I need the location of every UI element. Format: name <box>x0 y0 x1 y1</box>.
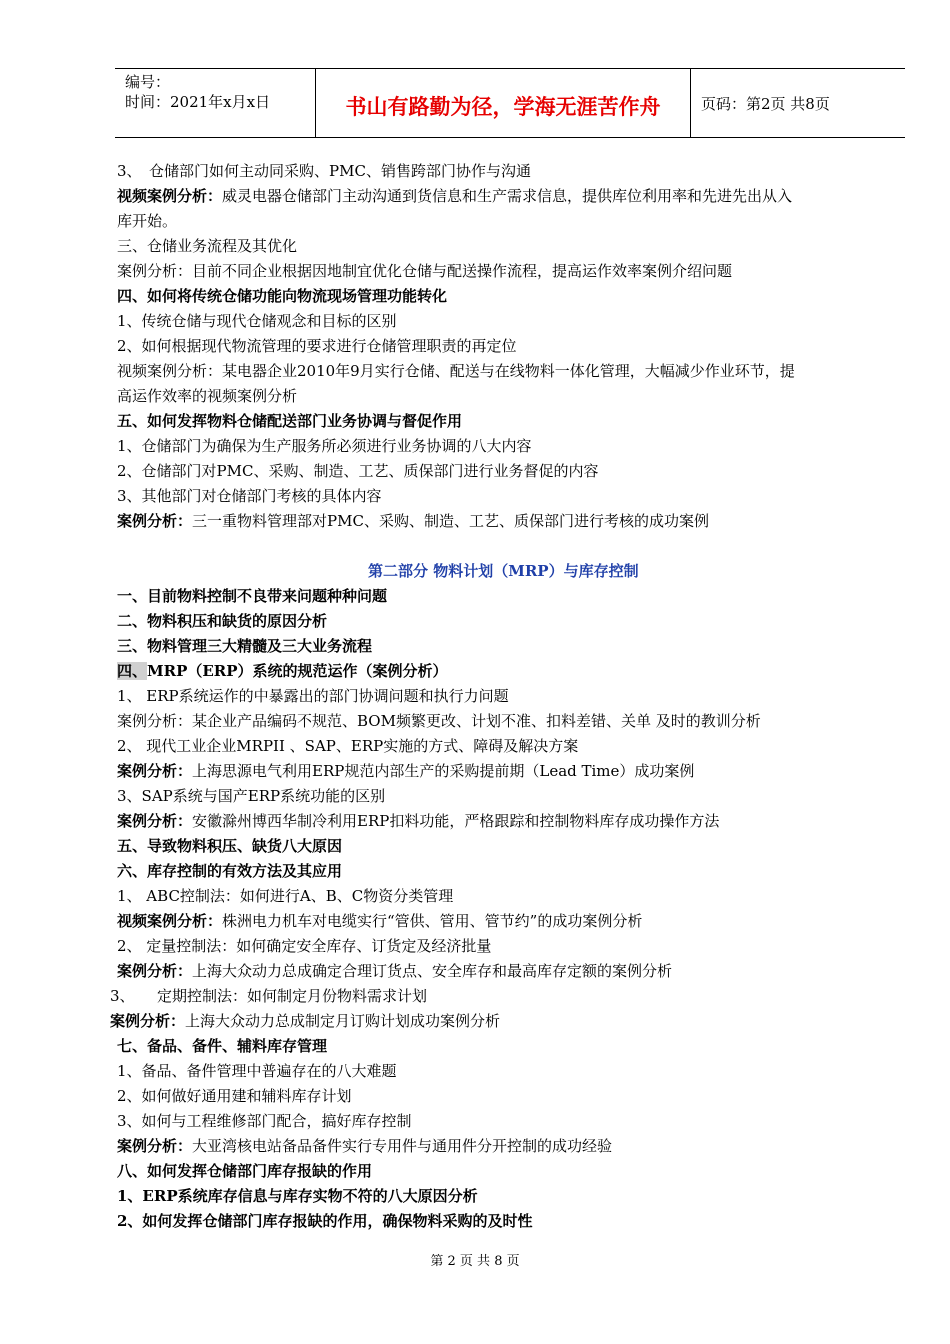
body-line <box>117 1137 612 1155</box>
section-heading: 一、目前物料控制不良带来问题种种问题 <box>117 587 388 605</box>
section-heading: 八、如何发挥仓储部门库存报缺的作用 <box>117 1162 373 1180</box>
case-text: 大亚湾核电站备品备件实行专用件与通用件分开控制的成功经验 <box>192 1137 613 1155</box>
body-line: 高运作效率的视频案例分析 <box>117 387 298 405</box>
body-line: 2、仓储部门对PMC、采购、制造、工艺、质保部门进行业务督促的内容 <box>117 462 599 480</box>
body-line <box>117 962 672 980</box>
case-text: 株洲电力机车对电缆实行“管供、管用、管节约”的成功案例分析 <box>222 912 643 930</box>
body-line: 2、如何根据现代物流管理的要求进行仓储管理职责的再定位 <box>117 337 517 355</box>
motto: 书山有路勤为径，学海无涯苦作舟 <box>345 95 661 119</box>
body-line: 案例分析：目前不同企业根据因地制宜优化仓储与配送操作流程，提高运作效率案例介绍问题 <box>117 262 733 280</box>
section-heading: 七、备品、备件、辅料库存管理 <box>117 1037 328 1055</box>
header-motto-cell <box>315 69 691 137</box>
case-label: 视频案例分析： <box>117 187 223 205</box>
body-line: 三、仓储业务流程及其优化 <box>117 237 298 255</box>
case-text: 三一重物料管理部对PMC、采购、制造、工艺、质保部门进行考核的成功案例 <box>192 512 709 530</box>
heading-text: MRP（ERP）系统的规范运作（案例分析） <box>147 662 448 680</box>
body-line: 3、 仓储部门如何主动同采购、PMC、销售跨部门协作与沟通 <box>117 162 531 180</box>
page-footer: 第 2 页 共 8 页 <box>430 1254 520 1269</box>
case-label: 案例分析： <box>117 1137 193 1155</box>
case-text: 安徽滁州博西华制冷利用ERP扣料功能，严格跟踪和控制物料库存成功操作方法 <box>192 812 720 830</box>
number-label: 编号： <box>125 73 171 91</box>
case-label: 案例分析： <box>117 762 193 780</box>
body-line: 3、 定期控制法：如何制定月份物料需求计划 <box>110 987 428 1005</box>
body-line: 3、SAP系统与国产ERP系统功能的区别 <box>117 787 386 805</box>
body-line <box>117 812 719 830</box>
body-line: 3、其他部门对仓储部门考核的具体内容 <box>117 487 382 505</box>
body-line: 1、 ABC控制法：如何进行A、B、C物资分类管理 <box>117 887 454 905</box>
body-line <box>110 1012 500 1030</box>
body-line: 2、 定量控制法：如何确定安全库存、订货定及经济批量 <box>117 937 492 955</box>
body-line: 3、如何与工程维修部门配合，搞好库存控制 <box>117 1112 412 1130</box>
section-heading: 2、如何发挥仓储部门库存报缺的作用，确保物料采购的及时性 <box>117 1212 533 1230</box>
case-label: 案例分析： <box>117 512 193 530</box>
page-header <box>115 68 905 138</box>
section-heading: 三、物料管理三大精髓及三大业务流程 <box>117 637 373 655</box>
body-line <box>117 512 709 530</box>
body-line: 案例分析：某企业产品编码不规范、BOM频繁更改、计划不准、扣料差错、关单 及时的教训分析 <box>117 712 761 730</box>
page-info: 页码：第2页 共8页 <box>701 95 830 113</box>
section-heading: 1、ERP系统库存信息与库存实物不符的八大原因分析 <box>117 1187 478 1205</box>
body-line: 视频案例分析：某电器企业2010年9月实行仓储、配送与在线物料一体化管理，大幅减少作业环节，提 <box>117 362 795 380</box>
section-heading: 五、如何发挥物料仓储配送部门业务协调与督促作用 <box>117 412 463 430</box>
body-line <box>117 187 792 205</box>
case-label: 案例分析： <box>117 962 193 980</box>
case-label: 案例分析： <box>110 1012 186 1030</box>
body-line: 库开始。 <box>117 212 178 230</box>
header-left-cell <box>115 69 315 137</box>
case-text: 上海大众动力总成确定合理订货点、安全库存和最高库存定额的案例分析 <box>192 962 673 980</box>
case-text: 上海大众动力总成制定月订购计划成功案例分析 <box>185 1012 501 1030</box>
body-line <box>117 912 642 930</box>
body-line <box>117 762 694 780</box>
case-text: 威灵电器仓储部门主动沟通到货信息和生产需求信息，提供库位利用率和先进先出从入 <box>222 187 793 205</box>
case-label: 视频案例分析： <box>117 912 223 930</box>
section-heading: 四、如何将传统仓储功能向物流现场管理功能转化 <box>117 287 448 305</box>
body-line: 1、仓储部门为确保为生产服务所必须进行业务协调的八大内容 <box>117 437 532 455</box>
body-line: 1、传统仓储与现代仓储观念和目标的区别 <box>117 312 397 330</box>
body-line: 1、 ERP系统运作的中暴露出的部门协调问题和执行力问题 <box>117 687 509 705</box>
section-heading <box>117 662 448 680</box>
section-heading: 二、物料积压和缺货的原因分析 <box>117 612 328 630</box>
highlighted-mark: 四、 <box>117 662 148 680</box>
body-line: 1、备品、备件管理中普遍存在的八大难题 <box>117 1062 397 1080</box>
section-heading: 六、库存控制的有效方法及其应用 <box>117 862 343 880</box>
section-heading: 五、导致物料积压、缺货八大原因 <box>117 837 343 855</box>
part-title: 第二部分 物料计划（MRP）与库存控制 <box>368 562 639 580</box>
case-text: 上海思源电气利用ERP规范内部生产的采购提前期（Lead Time）成功案例 <box>192 762 695 780</box>
case-label: 案例分析： <box>117 812 193 830</box>
header-page-cell <box>691 69 905 137</box>
body-line: 2、 现代工业企业MRPII 、SAP、ERP实施的方式、障碍及解决方案 <box>117 737 579 755</box>
body-line: 2、如何做好通用建和辅料库存计划 <box>117 1087 352 1105</box>
time-label: 时间：2021年x月x日 <box>125 93 271 111</box>
